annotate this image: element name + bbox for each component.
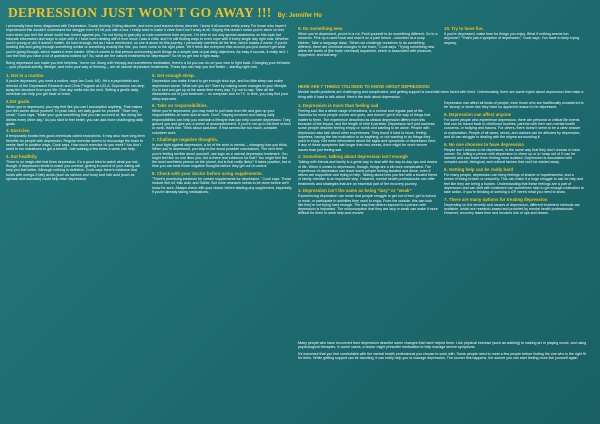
section-title: 7. Challenge negative thoughts.	[152, 136, 219, 142]
section-body: There is no magic diet that fixes depression. It's a good idea to watch what you eat, though. If depression tends to make you overeat, getting in control of your eating will help you feel better. Although nothing is definitive, Cook says there's evidence that foods with omega-3 fatty acids (such as salmon and tuna) and folic acid (such as spinach and avocado) could help ease depression.	[6, 159, 141, 181]
section-title: 3. Depression isn't the same as being "lazy" or "weak"	[298, 188, 412, 194]
section-body: When you're depressed, you may want to pull back from life and give up your responsibilities at home and at work. Don't. Staying involved and having daily responsibilities can help you maintain a lifestyle that can help counter depression. They ground you and give you a sense of accomplishment. If you're not up to full-time school or work, that's fine. Think about part-time. If that seems like too much, consider volunteer work.	[152, 109, 291, 135]
closing-text	[298, 341, 588, 360]
section-body: "There's promising evidence for certain supplements for depression," Cook says. Those include fish oil, folic acid, and SAMe. But more research needs to be done before we'll know for sure. Always check with your doctor before starting any supplement, especially if you're already taking medications.	[152, 176, 292, 194]
right-column	[298, 24, 588, 420]
intro-paragraph: I personally have been diagnosed with Depression, Social Anxiety, Eating disorder, and even post-trauma stress disorder. I know it all sounds really crazy. For those who haven't experienced this wouldn't understand the struggle even if it hit you with a bus. I really want to make it clear that it isn't crazy at all. Saying this doesn't mean you're alone on this even when you feel the whole world has turned against you. I'm not trying to gain pity or rude comments from anyone. I'm here to not only spread awareness on this topic but educate information and ways to cope with it. I have been dealing with it ever since I was a child, and I'm still finding ways to even cope with it every single day right now. Whether you're young or old, it doesn't matter. It's hard enough, but as I have mentioned, no one is alone on this journey. I personally overthink all the time, which makes it worse. If you're reading this and going through something similar or something exactly like this, you have come to the right place. Yet it feels like everyone else around you just doesn't get what you're going through, which makes it even harder. When it comes to that person overcoming such things as a simple task or just daily objectives. As easy it sounds, it really isn't. I can feel that you have a lot of questions bottled up? So, what are the natural treatments for depression? So let us get into it right away.	[6, 24, 289, 59]
section-title: 3. Exercise.	[6, 128, 31, 134]
section-body: Depression can affect all kinds of people, even those who are traditionally considered to be 'strong' or seem like they have no apparent reason to be depressed.	[444, 101, 584, 110]
section-title: 10. Try to have fun.	[444, 26, 484, 31]
facts-subcolumn-b	[444, 101, 584, 218]
intro-text	[6, 24, 292, 69]
section-title: 8. Check with your doctor before using supplements.	[152, 170, 263, 176]
right-top-b	[444, 24, 584, 47]
section-title: 2.Set goals.	[6, 98, 31, 104]
section-body: If you're depressed, you need a routine, says Ian Cook, MD. He's a psychiatrist and director of the Depression Research and Clinic Program at UCLA. Depression can strip away the structure from your life. One day melts into the next. Setting a gentle daily schedule can help you get back on track.	[6, 79, 145, 97]
content-grid	[6, 24, 594, 420]
section-body: Depending on the severity and causes of depression, different treatment methods are available, which are research-based and provided by mental health professionals. However, recovery takes time and involves lots of ups and downs.	[444, 202, 580, 216]
section-title: 5. Get enough sleep.	[152, 73, 195, 79]
page-title: DEPRESSION JUST WON'T GO AWAY !!!	[8, 5, 272, 20]
section-body: If you're depressed, make time for things you enjoy. What if nothing seems fun anymore? "That's just a symptom of depression," Cook says. You have to keep trying anyway.	[444, 32, 580, 45]
section-body: Depression can make it hard to get enough shut-eye, and too little sleep can make depression worse. What can you do? Start by making some changes to your lifestyle. Go to bed and get up at the same time every day. Try not to nap. Take all the distractions out of your bedroom -- no computer and no TV. In time, you may find your sleep improves.	[152, 79, 289, 101]
section-body: People don't choose to be depressed, in the same way that they don't choose to have cancer. So, telling a person with depression to cheer up or to 'snap out of it' can be harmful and can leave them feeling more isolated. Depression is associated with complex social, biological, and cultural factors that can't be wished away.	[444, 147, 581, 165]
section-title: 5. Depression can affect anyone	[444, 111, 512, 117]
facts-subcolumn-a	[298, 101, 438, 218]
left-subcolumn-b	[152, 71, 292, 196]
facts-subcolumns	[298, 101, 588, 341]
section-title: 7. There are many options for treating depression	[444, 196, 548, 202]
section-body: For some people who experience depression, there are personal or critical life events that can be traced back to childhood troubles, parents with their own mental health concerns, or bullying and trauma. For others, there doesn't seem to be a clear answer or explanation. People of all races, sexes, and classes can be affected by depression, and all can struggle to dealing with the stigma surrounding it.	[444, 117, 581, 140]
author-byline: By: Jennifer Ho	[277, 13, 322, 19]
section-body: It temporarily boosts feel-good chemicals called endorphins. It may also have long-term benefits for people with depression. Regular exercise seems to encourage the brain to rewire itself in positive ways, Cook says. How much exercise do you need? You don't need to run marathons to get a benefit. Just walking a few times a week can help.	[6, 134, 145, 152]
section-title: 1. Get in a routine.	[6, 73, 45, 79]
section-body: For many people, depression can bring feelings of shame or hopelessness, and a sense of being broken or unworthy. This can make it a huge struggle to ask for help and feel like they are being a burden. Understanding that these feelings are a part of depression and can shift with treatment can sometimes help to get enough motivation to take action. If you're thinking of seeking a GP, here's what you need to know.	[444, 172, 584, 195]
section-title: 6. No one chooses to have depression	[444, 141, 525, 147]
section-title: 4. Eat healthily.	[6, 153, 38, 159]
section-title: 6. Getting help can be really hard	[444, 166, 514, 172]
section-body: When you're depressed, you may feel like you can't accomplish anything. That makes you feel worse about yourself. To push back, set daily goals for yourself. "Start very small," Cook says. "Make your goal something that you can succeed at, like doing the dishes every other day." As you start to feel better, you can add more challenging daily goals.	[6, 104, 144, 126]
section-body: When you're depressed, you're in a rut. Push yourself to do something different. Go to a museum. Pick up a used book and read it on a park bench --volunteer at a soup kitchen. Take a language class. "When we challenge ourselves to do something different, there are chemical changes in the brain," Cook says. "Trying something new alters the levels of [the brain chemical] dopamine, which is associated with pleasure, enjoyment, and learning."	[298, 32, 438, 58]
section-title: 6. Take on responsibilities.	[152, 103, 208, 109]
left-column	[6, 24, 292, 420]
intro-paragraph: Being depressed can make you feel helpless. You're not. Along with therapy and sometimes medication, there's a lot you can do on your own to fight back. Changing your behavior -- your physical activity, lifestyle, and even your way of thinking -- are all natural depression treatments. These tips can help you feel better -- starting right now.	[6, 60, 291, 69]
facts-intro: Mental health problems are challenging and complicated, and getting support is essential when faced with them. Unfortunately, there are some myths about depression that make a thing with it hard to talk about. Here's the truth about depression.	[298, 90, 584, 99]
section-body: Feeling sad, like a whole range of emotions, is a normal and regular part of life. Sadness for most people comes and goes, and doesn't get in the way of things that matter to them. The experience described as clinical depression differs from this because of the impact, and the length of time it persists. Depression isn't just sadness; some people describe feeling empty or numb and wanting to be alone. People with depression also talk about other experiences. They found it hard to focus, feeling hopeless, having the low motivation to do anything, or not wanting to do things they used to enjoy. Get more information about the signs and symptoms of depression here. If any of these symptoms last longer than two weeks, there might be more severe issues than just feeling sad.	[298, 109, 437, 152]
section-body: Experiencing depression can mean that people struggle to get out of bed, get to school or work, or participate in activities they used to enjoy. From the outside, this can look like they're not trying hard enough. The way that others respond to a person with depression is important. The misconception that they are lazy or weak can make it more difficult for them to seek help and recover.	[298, 194, 438, 216]
section-title: 9. Do something new.	[298, 26, 343, 31]
section-body: Talking with friends and family is a great way to deal with the day-to-day ups and downs of life. When it comes to depression, though, things are a bit more complicated. The experience of depression can leave some people feeling isolated and alone, even if others are supportive and trying to help. Talking about how you feel with a trusted friend or family member is an important step. However, mental health professionals can offer treatments and strategies that are an essential part of the recovery journey.	[298, 160, 438, 186]
closing-paragraph: It's important that you feel comfortable with the mental health professional you choose to work with. Some people need to meet a few people before finding the one who is the right fit for them. While getting support can be daunting, it can really help you to manage depression. The sooner this happens, the sooner you can start feeling more like yourself again.	[298, 351, 586, 361]
section-title: 2. Sometimes, talking about depression isn't enough	[298, 154, 408, 160]
right-top	[298, 24, 588, 82]
section-body: In your fight against depression, a lot of the work is mental -- changing how you think. When you're depressed, you leap to the worst possible conclusions. The next time you're feeling terrible about yourself, use logic as a natural depression treatment. You might feel like no one likes you, but is there real evidence for that? You might feel like the most worthless person on the planet, but is that really likely? It takes practice, but in time you can beat those negative thoughts before they get out of control.	[152, 142, 291, 169]
section-title: 1. Depression is more than feeling sad	[298, 103, 379, 109]
left-subcolumn-a	[6, 71, 146, 183]
title-row	[8, 5, 594, 21]
right-top-a	[298, 24, 438, 60]
facts-heading: HERE ARE 7 THINGS YOU NEED TO KNOW ABOUT DEPRESSION:	[298, 84, 431, 89]
closing-paragraph: Many people who have recovered from depression describe some changes that have helped them. Like physical exercise (such as walking) to making art or playing music, and using psychological therapies. In some cases, a doctor might prescribe medication to help manage severe symptoms.	[298, 341, 587, 350]
